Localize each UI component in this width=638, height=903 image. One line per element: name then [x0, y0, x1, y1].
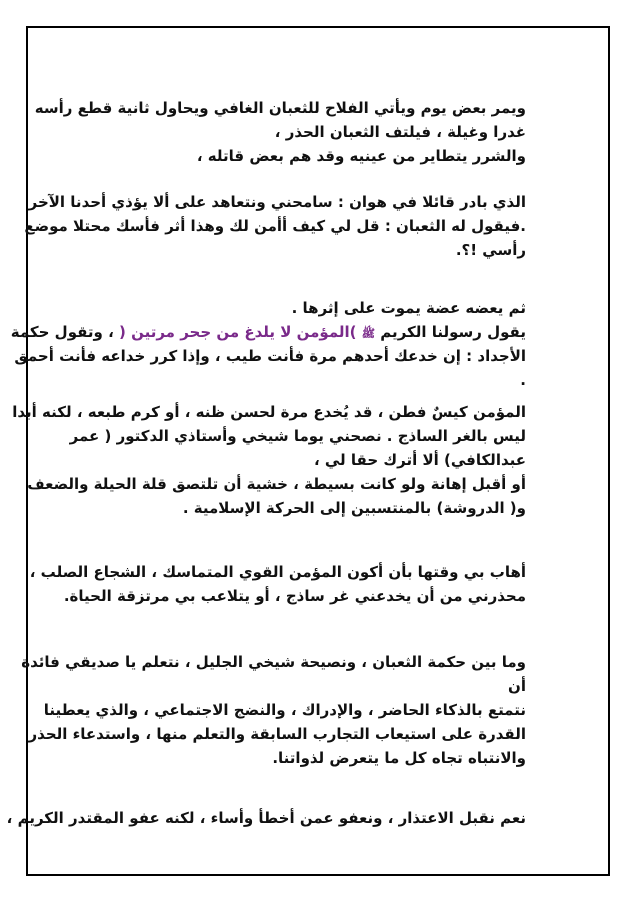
- text-line-hadith: [10, 320, 526, 344]
- text-line: ويمر بعض يوم ويأتي الفلاح للثعبان الغافي ويحاول ثانية قطع رأسه: [34, 99, 526, 117]
- text-line: نعم نقبل الاعتذار ، ونعفو عمن أخطأ وأساء ، لكنه عفو المقتدر الكريم ،: [6, 809, 526, 827]
- text-line: المؤمن كيسٌ فطن ، قد يُخدع مرة لحسن ظنه ، أو كرم طبعه ، لكنه أبدا: [12, 403, 526, 421]
- hadith-intro: يقول رسولنا الكريم: [380, 323, 526, 341]
- text-line: القدرة على استيعاب التجارب السابقة والتعلم منها ، واستدعاء الحذر: [28, 725, 526, 743]
- text-line: الذي بادر قائلا في هوان : سامحني ونتعاهد على ألا يؤذي أحدنا الآخر: [28, 193, 526, 211]
- page-frame: [6, 26, 610, 876]
- text-line: ليس بالغر الساذج . نصحني يوما شيخي وأستاذي الدكتور ( عمر: [69, 427, 526, 445]
- text-line: الأجداد : إن خدعك أحدهم مرة فأنت طيب ، وإذا كرر خداعه فأنت أحمق: [14, 347, 526, 365]
- text-line: أن: [508, 677, 526, 695]
- text-line: نتمتع بالذكاء الحاضر ، والإدراك ، والنضج الاجتماعي ، والذي يعطينا: [43, 701, 526, 719]
- salawat-seal: ﷺ: [361, 327, 376, 340]
- text-line: محذرني من أن يخدعني غر ساذج ، أو يتلاعب بي مرتزقة الحياة.: [63, 587, 526, 605]
- text-line: عبدالكافي) ألا أترك حقا لي ،: [313, 451, 526, 469]
- text-line: والشرر يتطاير من عينيه وقد هم بعض قاتله ،: [196, 147, 526, 165]
- text-line: و( الدروشة) بالمنتسبين إلى الحركة الإسلامية .: [182, 499, 526, 517]
- text-line: رأسي !؟.: [455, 241, 526, 259]
- text-line: أهاب بي وقتها بأن أكون المؤمن القوي المتماسك ، الشجاع الصلب ،: [29, 563, 526, 581]
- text-line: .فيقول له الثعبان : قل لي كيف أأمن لك وهذا أثر فأسك محتلا موضع: [24, 217, 526, 235]
- hadith-continuation: ، وتقول حكمة: [10, 323, 114, 341]
- text-line: أو أقبل إهانة ولو كانت بسيطة ، خشية أن تلتصق قلة الحيلة والضعف: [27, 475, 526, 493]
- text-line: غدرا وغيلة ، فيلتف الثعبان الحذر ،: [274, 123, 526, 141]
- hadith-quote: )المؤمن لا يلدغ من جحر مرتين (: [119, 323, 357, 341]
- text-line: وما بين حكمة الثعبان ، ونصيحة شيخي الجليل ، نتعلم يا صديقي فائدة: [21, 653, 526, 671]
- text-line: .: [520, 371, 526, 389]
- text-line: والانتباه تجاه كل ما يتعرض لذواتنا.: [272, 749, 526, 767]
- text-line: ثم يعضه عضة يموت على إثرها .: [291, 299, 526, 317]
- document-body: [6, 28, 608, 874]
